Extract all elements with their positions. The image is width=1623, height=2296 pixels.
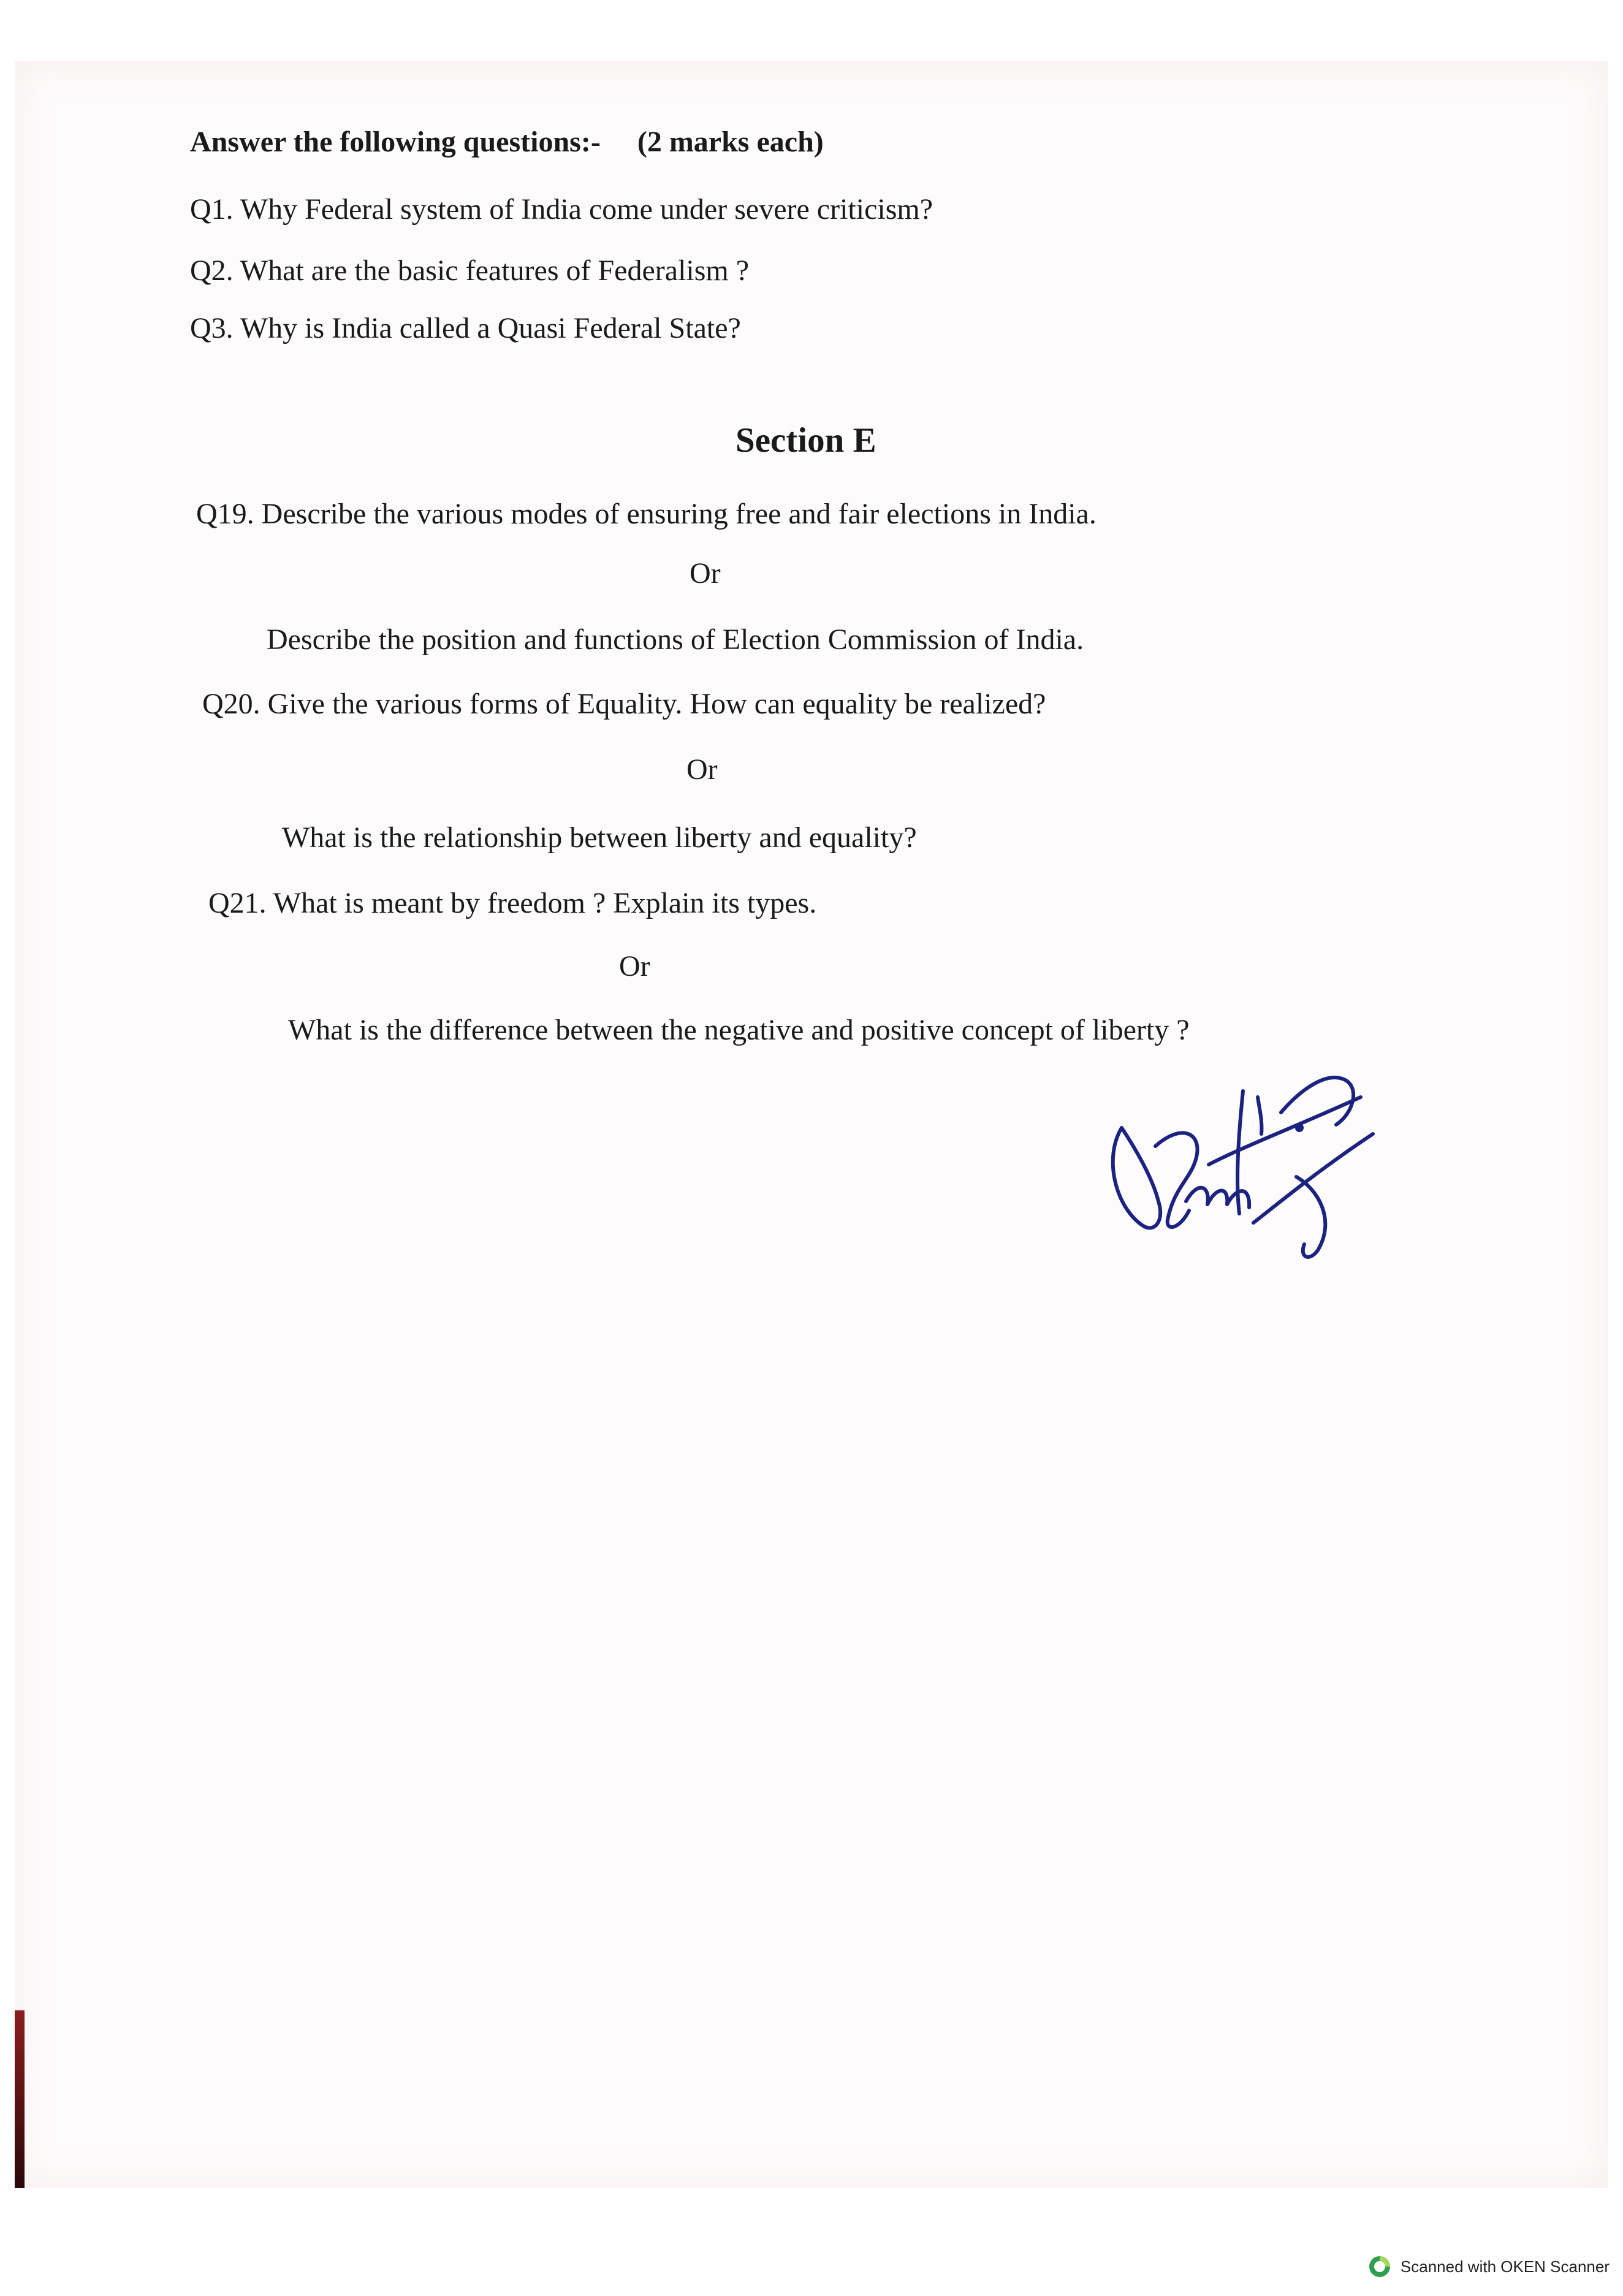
- or-separator-q20: Or: [686, 753, 718, 786]
- question-q19: Q19. Describe the various modes of ensuring free and fair elections in India.: [196, 498, 1097, 530]
- scanner-watermark-text: Scanned with OKEN Scanner: [1400, 2257, 1610, 2276]
- instruction-text: Answer the following questions:-: [190, 126, 601, 158]
- page-edge-mark: [15, 2010, 25, 2188]
- question-q2: Q2. What are the basic features of Federalism ?: [190, 254, 750, 287]
- alternative-q21: What is the difference between the negative and positive concept of liberty ?: [288, 1014, 1190, 1046]
- question-q20: Q20. Give the various forms of Equality. How can equality be realized?: [202, 688, 1046, 720]
- or-separator-q21: Or: [619, 950, 650, 983]
- question-q21: Q21. What is meant by freedom ? Explain its types.: [208, 887, 817, 919]
- question-q3: Q3. Why is India called a Quasi Federal State?: [190, 312, 741, 344]
- question-q1: Q1. Why Federal system of India come under severe criticism?: [190, 193, 933, 226]
- alternative-q19: Describe the position and functions of Election Commission of India.: [267, 623, 1084, 656]
- instruction-line: [190, 127, 824, 157]
- scanner-footer: [1367, 2254, 1610, 2279]
- marks-text: (2 marks each): [637, 126, 824, 158]
- alternative-q20: What is the relationship between liberty and equality?: [282, 821, 917, 854]
- or-separator-q19: Or: [690, 557, 721, 590]
- signature-icon: [1097, 1054, 1391, 1269]
- section-title: Section E: [735, 421, 876, 460]
- oken-scanner-logo-icon: [1367, 2254, 1392, 2279]
